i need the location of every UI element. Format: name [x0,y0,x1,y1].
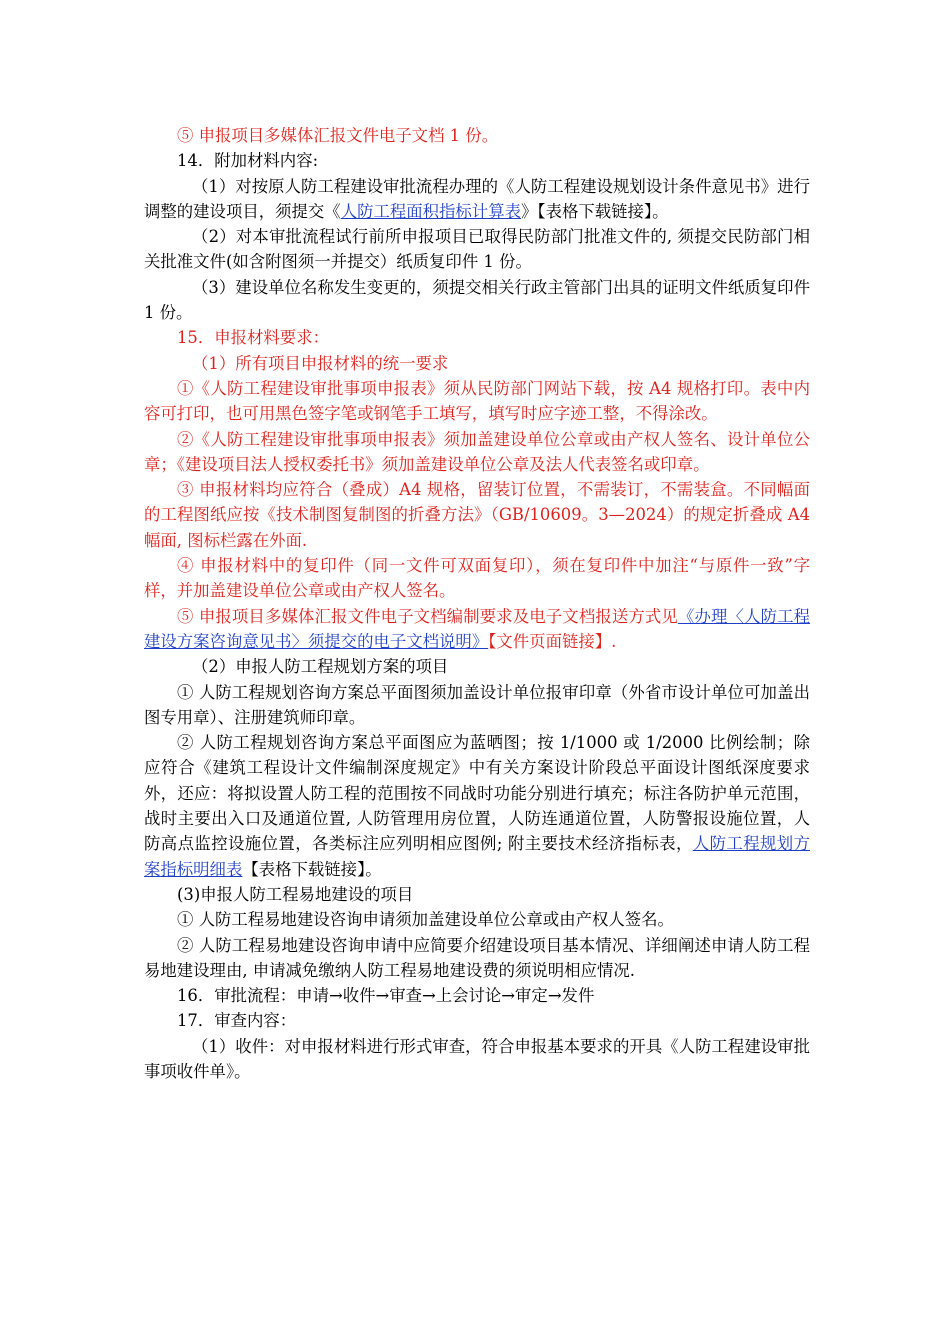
heading-14: 14．附加材料内容: [177,151,319,171]
paragraph-15-2-1: ① 人防工程规划咨询方案总平面图须加盖设计单位报审印章（外省市设计单位可加盖出图专用章）、注册建筑师印章。 [144,682,810,727]
text: 》【表格下载链接】。 [520,201,669,221]
paragraph-14-3: （3）建设单位名称发生变更的，须提交相关行政主管部门出具的证明文件纸质复印件 1 份。 [144,277,810,323]
heading-16: 16．审批流程：申请→收件→审查→上会讨论→审定→发件 [177,986,595,1006]
paragraph-15-3-2: ② 人防工程易地建设咨询申请中应简要介绍建设项目基本情况、详细阐述申请人防工程易地建设理由, 申请减免缴纳人防工程易地建设费的须说明相应情况. [144,935,810,980]
paragraph-15-3-1: ① 人防工程易地建设咨询申请须加盖建设单位公章或由产权人签名。 [177,910,674,930]
text: 【表格下载链接】。 [242,859,382,879]
text: ② 人防工程规划咨询方案总平面图应为蓝晒图；按 1/1000 或 1/2000 比例绘制；除应符合《建筑工程设计文件编制深度规定》中有关方案设计阶段总平面设计图纸深度要求外，还应：将拟设置人防工程的范围按不同战时功能分别进行填充；标注各防护单元范围，战时主要出入口及通道位置, 人防管理用房位置，人防连通道位置，人防警报设施位置，人防高点监控设施位置，各类标注应列明相应图例; 附主要技术经济指标表， [144,733,810,854]
subheading-15-3: (3)申报人防工程易地建设的项目 [177,884,414,904]
paragraph-multimedia-doc: ⑤ 申报项目多媒体汇报文件电子文档 1 份。 [177,126,499,145]
area-index-table-link[interactable]: 人防工程面积指标计算表 [340,201,521,221]
text: 【文件页面链接】. [488,631,617,651]
electronic-doc-instructions-link[interactable]: 《办理〈人防工程建设方案咨询意见书〉须提交的电子文档说明》 [144,606,811,651]
text: （1）对按原人防工程建设审批流程办理的《人防工程建设规划设计条件意见书》进行调整的建设项目，须提交《 [144,176,810,221]
paragraph-17-1: （1）收件：对申报材料进行形式审查，符合申报基本要求的开具《人防工程建设审批事项收件单》。 [144,1036,810,1081]
heading-17: 17．审查内容： [177,1011,297,1031]
document-body [144,123,810,1084]
paragraph-15-1-2: ②《人防工程建设审批事项申报表》须加盖建设单位公章或由产权人签名、设计单位公章；《建设项目法人授权委托书》须加盖建设单位公章及法人代表签名或印章。 [144,429,810,474]
heading-15: 15．申报材料要求： [177,328,329,348]
paragraph-15-1-4: ④ 申报材料中的复印件（同一文件可双面复印），须在复印件中加注“与原件一致”字样，并加盖建设单位公章或由产权人签名。 [144,556,810,601]
paragraph-14-1 [144,174,810,225]
subheading-15-2: （2）申报人防工程规划方案的项目 [192,657,449,677]
paragraph-15-1-1: ①《人防工程建设审批事项申报表》须从民防部门网站下载，按 A4 规格打印。表中内容可打印，也可用黑色签字笔或钢笔手工填写，填写时应字迹工整，不得涂改。 [144,378,810,424]
subheading-15-1: （1）所有项目申报材料的统一要求 [192,353,449,373]
planning-index-table-link[interactable]: 人防工程规划方案指标明细表 [144,834,810,879]
paragraph-15-1-5 [144,604,810,655]
paragraph-15-1-3: ③ 申报材料均应符合（叠成）A4 规格，留装订位置，不需装订，不需装盒。不同幅面的工程图纸应按《技术制图复制图的折叠方法》（GB/10609。3—2024）的规定折叠成 A4 幅面, 图标栏露在外面. [144,480,810,550]
text: ⑤ 申报项目多媒体汇报文件电子文档编制要求及电子文档报送方式见 [177,606,678,626]
paragraph-15-2-2 [144,730,810,882]
paragraph-14-2: （2）对本审批流程试行前所申报项目已取得民防部门批准文件的, 须提交民防部门相关批准文件(如含附图须一并提交）纸质复印件 1 份。 [144,227,810,272]
